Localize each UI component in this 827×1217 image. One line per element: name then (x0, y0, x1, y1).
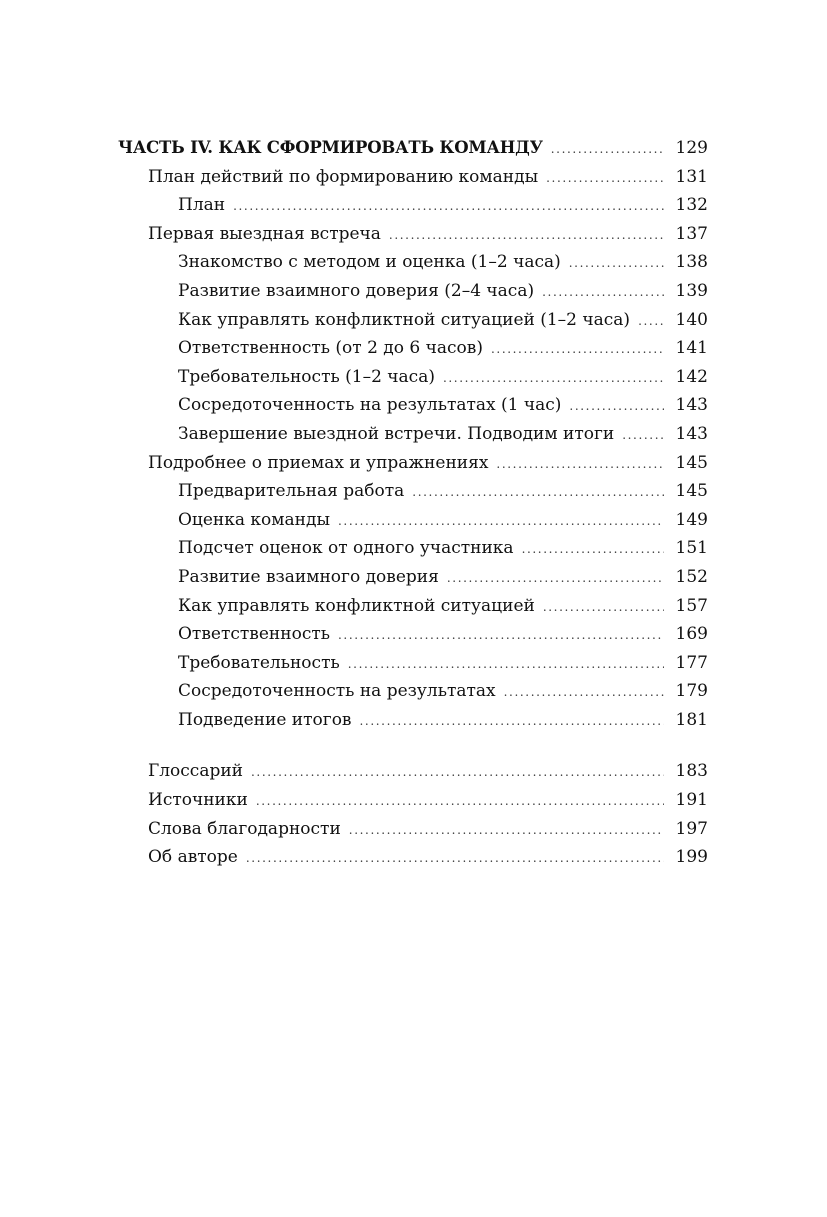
toc-entry-page: 143 (675, 395, 708, 416)
toc-entry-title: Развитие взаимного доверия (178, 566, 439, 587)
toc-entry-title: Ответственность (178, 624, 331, 645)
toc-entry-title: Ответственность (от 2 до 6 часов) (178, 338, 483, 359)
toc-entry (118, 477, 708, 506)
toc-entry (118, 191, 708, 220)
toc-entry-title: Знакомство с методом и оценка (1–2 часа) (178, 252, 561, 273)
toc-entry (118, 248, 708, 277)
toc-entry-page: 157 (675, 595, 708, 616)
dot-leader (542, 278, 664, 307)
dot-leader (348, 650, 664, 679)
toc-entry-title: Первая выездная встреча (148, 223, 381, 244)
toc-entry-glossary (118, 757, 708, 786)
toc-entry-title: ЧАСТЬ IV. КАК СФОРМИРОВАТЬ КОМАНДУ (118, 138, 543, 157)
toc-entry-page: 191 (675, 790, 708, 811)
toc-entry-title: Требовательность (1–2 часа) (178, 366, 435, 387)
toc-entry (118, 677, 708, 706)
toc-entry-page: 140 (675, 309, 708, 330)
toc-entry-page: 169 (675, 624, 708, 645)
toc-entry-title: Требовательность (178, 652, 340, 673)
toc-entry-title: Оценка команды (178, 509, 330, 530)
toc-entry-title: Завершение выездной встречи. Подводим итоги (178, 423, 615, 444)
toc-entry-sources (118, 786, 708, 815)
toc-entry-page: 181 (675, 709, 708, 730)
dot-leader (546, 164, 664, 193)
dot-leader (504, 678, 664, 707)
toc-entry-title: Источники (148, 790, 248, 811)
toc-entry-title: Как управлять конфликтной ситуацией (178, 595, 535, 616)
toc-entry (118, 163, 708, 192)
toc-entry (118, 420, 708, 449)
dot-leader (349, 816, 664, 845)
toc-entry-page: 141 (675, 338, 708, 359)
toc-entry-title: Слова благодарности (148, 818, 341, 839)
toc-entry (118, 277, 708, 306)
toc-entry-page: 131 (675, 166, 708, 187)
toc-entry-title: Подробнее о приемах и упражнениях (148, 452, 489, 473)
toc-entry (118, 563, 708, 592)
dot-leader (389, 221, 664, 250)
dot-leader (338, 621, 664, 650)
toc-entry-page: 138 (675, 252, 708, 273)
dot-leader (491, 335, 664, 364)
dot-leader (496, 450, 664, 479)
dot-leader (233, 192, 664, 221)
dot-leader (638, 307, 664, 336)
toc-entry-part-iv (118, 134, 708, 163)
dot-leader (551, 135, 664, 164)
toc-entry-title: Подведение итогов (178, 709, 352, 730)
toc-entry-title: План действий по формированию команды (148, 166, 539, 187)
toc-entry-title: Предварительная работа (178, 481, 405, 502)
toc-entry-page: 149 (675, 509, 708, 530)
toc-entry-page: 145 (675, 481, 708, 502)
dot-leader (622, 421, 664, 450)
toc-entry-page: 142 (675, 366, 708, 387)
section-spacer (118, 734, 708, 757)
dot-leader (543, 593, 664, 622)
toc-entry-title: Об авторе (148, 847, 238, 868)
toc-entry-page: 132 (675, 195, 708, 216)
dot-leader (360, 707, 665, 736)
dot-leader (338, 507, 664, 536)
toc-entry-page: 143 (675, 423, 708, 444)
dot-leader (443, 364, 664, 393)
toc-entry (118, 649, 708, 678)
toc-entry-page: 177 (675, 652, 708, 673)
dot-leader (251, 758, 664, 787)
dot-leader (256, 787, 664, 816)
toc-entry (118, 706, 708, 735)
toc-entry (118, 506, 708, 535)
toc-entry (118, 592, 708, 621)
toc-entry-page: 197 (675, 818, 708, 839)
toc-entry (118, 334, 708, 363)
toc-entry-page: 151 (675, 538, 708, 559)
toc-entry-page: 199 (675, 847, 708, 868)
toc-entry-page: 183 (675, 761, 708, 782)
toc-entry-title: Сосредоточенность на результатах (178, 681, 496, 702)
dot-leader (569, 392, 664, 421)
dot-leader (569, 249, 664, 278)
toc-entry-page: 139 (675, 280, 708, 301)
toc-entry-title: План (178, 195, 226, 216)
toc-entry-page: 137 (675, 223, 708, 244)
toc-entry (118, 449, 708, 478)
toc-entry (118, 620, 708, 649)
toc-entry-title: Глоссарий (148, 761, 244, 782)
toc-entry-acknowledgements (118, 815, 708, 844)
toc-entry (118, 220, 708, 249)
toc-entry-page: 129 (675, 138, 708, 158)
dot-leader (447, 564, 664, 593)
toc-entry-page: 179 (675, 681, 708, 702)
toc-entry-title: Подсчет оценок от одного участника (178, 538, 514, 559)
dot-leader (412, 478, 664, 507)
toc-entry-title: Как управлять конфликтной ситуацией (1–2 часа) (178, 309, 631, 330)
dot-leader (246, 844, 664, 873)
toc-entry (118, 534, 708, 563)
toc-entry-title: Сосредоточенность на результатах (1 час) (178, 395, 562, 416)
toc-entry-about-author (118, 843, 708, 872)
toc-entry-page: 152 (675, 566, 708, 587)
table-of-contents (118, 134, 708, 872)
toc-entry-page: 145 (675, 452, 708, 473)
toc-entry (118, 391, 708, 420)
toc-entry (118, 363, 708, 392)
toc-entry (118, 306, 708, 335)
dot-leader (522, 535, 664, 564)
toc-entry-title: Развитие взаимного доверия (2–4 часа) (178, 280, 535, 301)
